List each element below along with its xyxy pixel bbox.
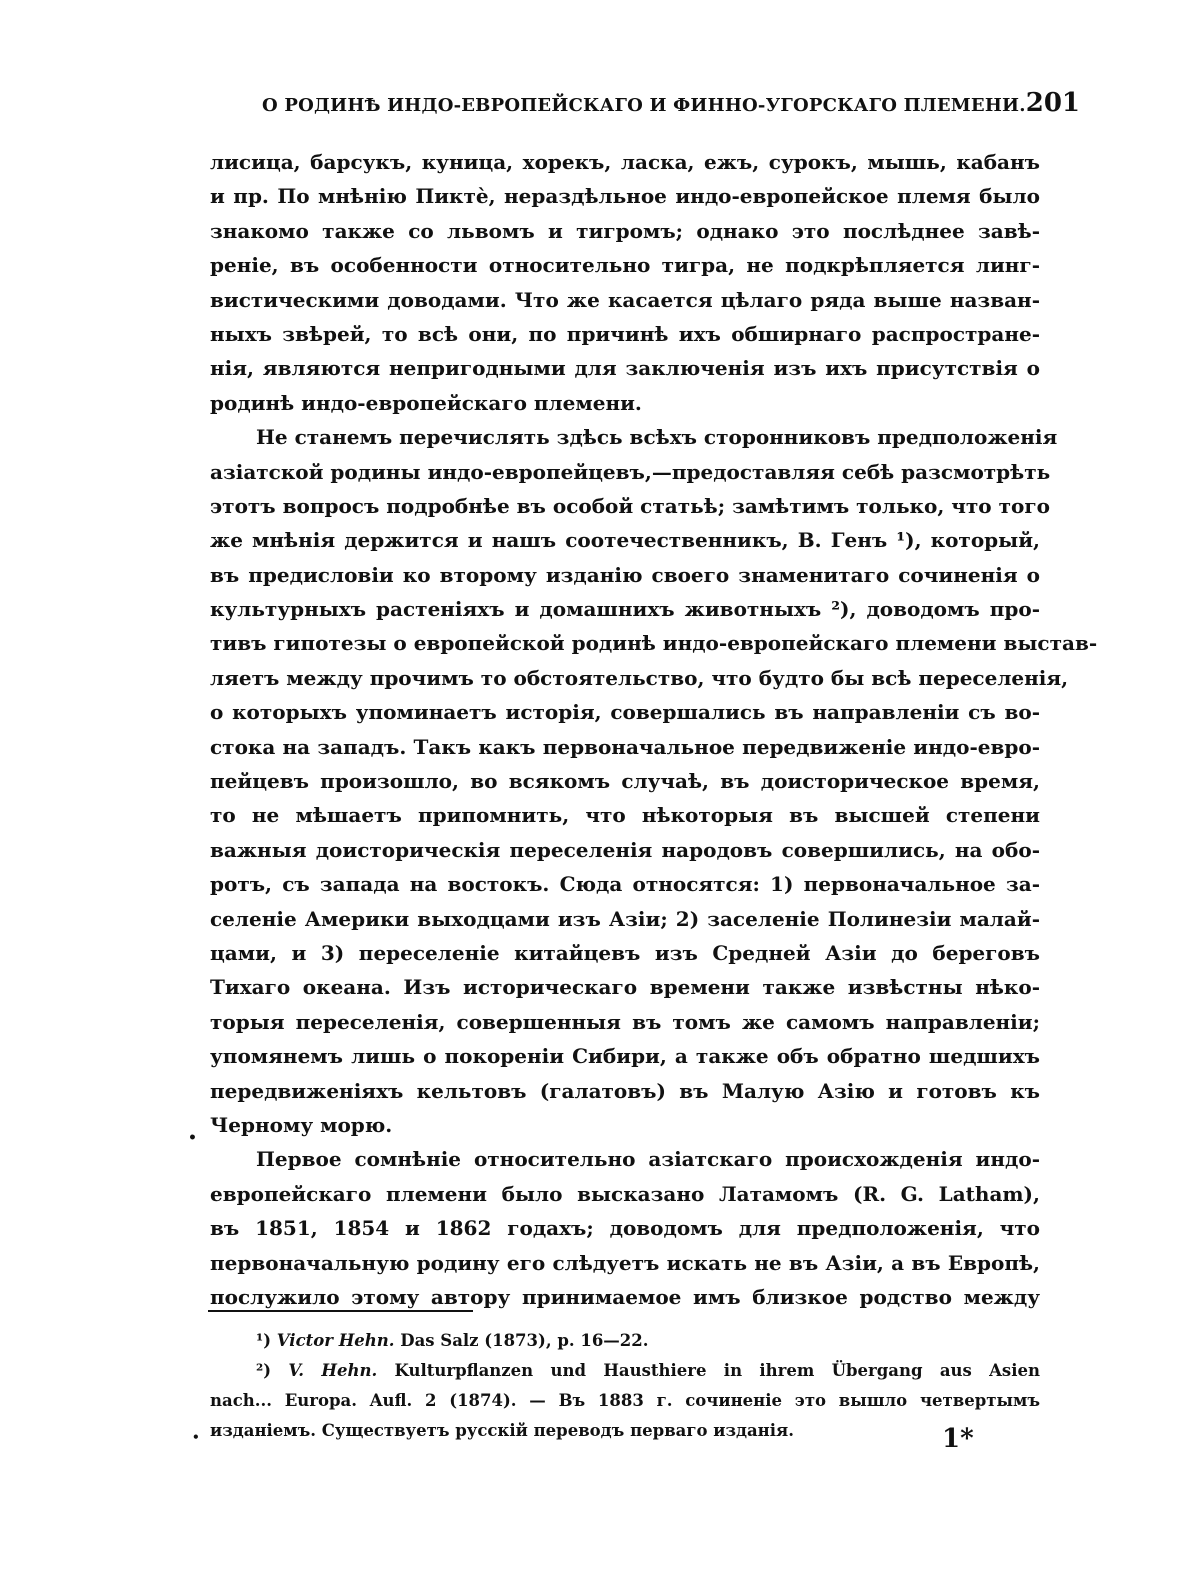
text-line: въ 1851, 1854 и 1862 годахъ; доводомъ для предположенія, что [210,1216,1040,1241]
running-header [262,88,1081,124]
text-line: пейцевъ произошло, во всякомъ случаѣ, въ доисторическое время, [210,769,1040,794]
text-line: о которыхъ упоминаетъ исторія, совершались въ направленіи съ во- [210,700,1040,725]
text-line: Первое сомнѣніе относительно азіатскаго происхожденія индо- [256,1147,1040,1172]
footnote-2-line-2: nach... Europa. Aufl. 2 (1874). — Въ 1883 г. сочиненіе это вышло четвертымъ [210,1391,1040,1410]
text-line: въ предисловіи ко второму изданію своего знаменитаго сочиненія о [210,562,1040,587]
footnote-marker: ²) [256,1361,272,1380]
text-line: упомянемъ лишь о покореніи Сибири, а также объ обратно шедшихъ [210,1044,1040,1069]
text-line: тивъ гипотезы о европейской родинѣ индо-европейскаго племени выстав- [210,631,1098,656]
footnote-2-line-3: изданіемъ. Существуетъ русскій переводъ перваго изданія. [210,1421,794,1440]
footnotes [210,1326,1040,1446]
body-text [210,145,1098,1314]
text-line: родинѣ индо-европейскаго племени. [210,390,642,415]
text-line: то не мѣшаетъ припомнить, что нѣкоторыя въ высшей степени [210,803,1040,828]
text-line: ротъ, съ запада на востокъ. Сюда относятся: 1) первоначальное за- [210,872,1040,897]
text-line: Черному морю. [210,1112,393,1137]
footnote-1 [210,1326,1040,1356]
text-line: же мнѣнія держится и нашъ соотечественникъ, В. Генъ ¹), который, [210,528,1040,553]
footnote-marker: ¹) [256,1331,272,1350]
footnote-text: Kulturpflanzen und Hausthiere in ihrem Übergang aus Asien [394,1361,1040,1380]
page-number: 201 [1025,88,1081,118]
margin-dot-mark: • [192,1430,200,1444]
printer-signature-mark: 1* [942,1424,974,1454]
text-line: ляетъ между прочимъ то обстоятельство, что будто бы всѣ переселенія, [210,665,1069,690]
running-title: О РОДИНѢ ИНДО-ЕВРОПЕЙСКАГО И ФИННО-УГОРСКАГО ПЛЕМЕНИ. [262,95,1026,116]
text-line: лисица, барсукъ, куница, хорекъ, ласка, ежъ, сурокъ, мышь, кабанъ [210,150,1040,174]
text-line: ныхъ звѣрей, то всѣ они, по причинѣ ихъ обширнаго распростране- [210,321,1040,346]
text-line: азіатской родины индо-европейцевъ,—предоставляя себѣ разсмотрѣть [210,459,1051,484]
text-line: цами, и 3) переселеніе китайцевъ изъ Средней Азіи до береговъ [210,940,1040,965]
text-line: важныя доисторическія переселенія народовъ совершились, на обо- [210,837,1040,862]
text-line: первоначальную родину его слѣдуетъ искать не въ Азіи, а въ Европѣ, [210,1250,1040,1275]
text-line: нія, являются непригодными для заключенія изъ ихъ присутствія о [210,356,1040,381]
footnote-2-line-1 [210,1356,1040,1386]
margin-dot-mark: • [188,1130,197,1146]
text-line: Тихаго океана. Изъ историческаго времени также извѣстны нѣко- [210,975,1040,1000]
text-line: реніе, въ особенности относительно тигра, не подкрѣпляется линг- [210,253,1040,278]
text-line: этотъ вопросъ подробнѣе въ особой статьѣ; замѣтимъ только, что того [210,493,1050,518]
text-line: вистическими доводами. Что же касается цѣлаго ряда выше назван- [210,287,1040,312]
text-line: послужило этому автору принимаемое имъ близкое родство между [210,1284,1040,1309]
text-line: европейскаго племени было высказано Латамомъ (R. G. Latham), [210,1181,1040,1206]
text-line: селеніе Америки выходцами изъ Азіи; 2) заселеніе Полинезіи малай- [210,906,1040,931]
text-line: культурныхъ растеніяхъ и домашнихъ животныхъ ²), доводомъ про- [210,597,1040,622]
footnote-author: Victor Hehn. [276,1331,395,1350]
text-line: торыя переселенія, совершенныя въ томъ же самомъ направленіи; [210,1009,1040,1034]
text-line: стока на западъ. Такъ какъ первоначальное передвиженіе индо-евро- [210,734,1040,759]
text-line: знакомо также со львомъ и тигромъ; однако это послѣднее завѣ- [210,218,1040,243]
footnote-rule [208,1310,473,1312]
text-line: и пр. По мнѣнію Пиктѐ, нераздѣльное индо-европейское племя было [210,184,1040,209]
footnote-text: Das Salz (1873), p. 16—22. [400,1331,649,1350]
text-line: Не станемъ перечислять здѣсь всѣхъ сторонниковъ предположенія [256,425,1058,450]
footnote-author: V. Hehn. [288,1361,378,1380]
text-line: передвиженіяхъ кельтовъ (галатовъ) въ Малую Азію и готовъ къ [210,1078,1040,1103]
